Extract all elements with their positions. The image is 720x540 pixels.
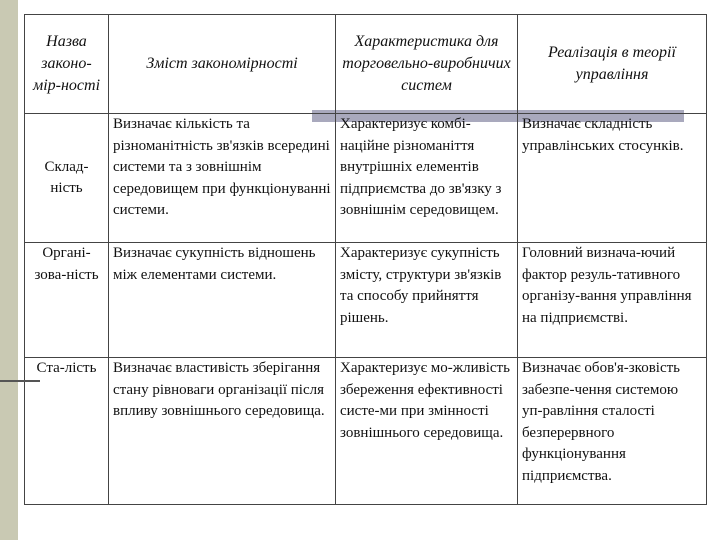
regularities-table: [24, 14, 707, 505]
row-content: Визначає властивість зберігання стану рівноваги організації після впливу зовнішнього середовища.: [109, 358, 336, 505]
table-header-row: [25, 15, 707, 114]
table-row: [25, 358, 707, 505]
row-realization: Визначає обов'я-зковість забезпе-чення системою уп-равління сталості безперервного функціонування підприємства.: [518, 358, 707, 505]
row-name: Склад-ність: [25, 114, 109, 243]
row-characteristic: Характеризує сукупність змісту, структури зв'язків та способу прийняття рішень.: [336, 243, 518, 358]
table-row: [25, 243, 707, 358]
header-content: Зміст закономірності: [109, 15, 336, 114]
row-name: Органі-зова-ність: [25, 243, 109, 358]
row-characteristic: Характеризує комбі-наційне різноманіття внутрішніх елементів підприємства до зв'язку з зовнішнім середовищем.: [336, 114, 518, 243]
row-content: Визначає сукупність відношень між елементами системи.: [109, 243, 336, 358]
row-realization: Визначає складність управлінських стосунків.: [518, 114, 707, 243]
left-accent-strip: [0, 0, 18, 540]
header-realization: Реалізація в теорії управління: [518, 15, 707, 114]
row-name: Ста-лість: [25, 358, 109, 505]
row-characteristic: Характеризує мо-жливість збереження ефективності систе-ми при змінності зовнішнього середовища.: [336, 358, 518, 505]
table-row: [25, 114, 707, 243]
header-name: Назва законо-мір-ності: [25, 15, 109, 114]
header-characteristic: Характеристика для торговельно-виробничих систем: [336, 15, 518, 114]
row-content: Визначає кількість та різноманітність зв'язків всередині системи та з зовнішнім середовищем при функціонуванні системи.: [109, 114, 336, 243]
row-realization: Головний визнача-ючий фактор резуль-тативного організу-вання управління на підприємстві.: [518, 243, 707, 358]
slide-accent-line: [0, 380, 40, 382]
